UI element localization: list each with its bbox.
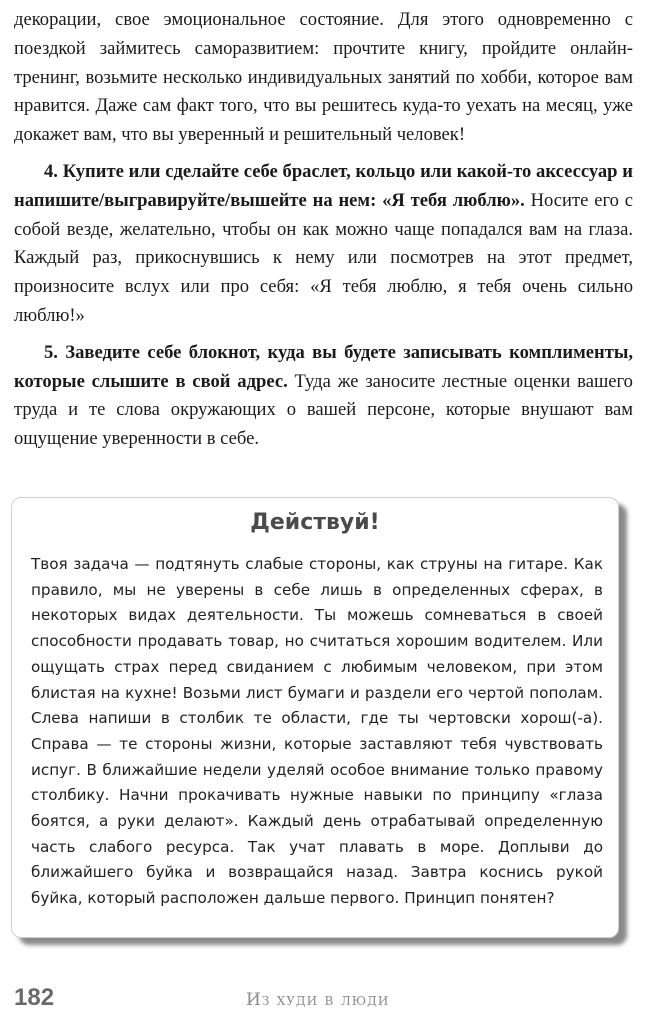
callout-title: Действуй!	[250, 510, 380, 535]
callout-box	[11, 497, 619, 938]
list-item-4	[14, 158, 633, 331]
running-title: Из худи в люди	[246, 990, 390, 1010]
list-item-4-text: Носите его с собой везде, желательно, чтобы он как можно чаще попадался вам на глаза. Каждый раз, прикоснувшись к нему или посмотрев на этот предмет, произносите вслух или про себя: «Я тебя люблю, я тебя очень сильно люблю!»	[14, 189, 633, 326]
callout-text: Твоя задача — подтянуть слабые стороны, как струны на гитаре. Как правило, мы не уверены в себе лишь в определенных сферах, в некоторых видах деятельности. Ты можешь сомневаться в своей способности продавать товар, но считаться хорошим водителем. Или ощущать страх перед свиданием с любимым человеком, при этом блистая на кухне! Возьми лист бумаги и раздели его чертой пополам. Слева напиши в столбик те области, где ты чертовски хорош(-а). Справа — те стороны жизни, которые заставляют тебя чувствовать испуг. В ближайшие недели уделяй особое внимание только правому столбику. Начни прокачивать нужные навыки по принципу «глаза боятся, а руки делают». Каждый день отрабатывай определенную часть слабого ресурса. Так учат плавать в море. Доплыви до ближайшего буйка и возвращайся назад. Завтра коснись рукой буйка, который расположен дальше первого. Принцип понятен?	[31, 555, 603, 908]
list-item-4-heading: 4. Купите или сделайте себе браслет, кольцо или какой-то аксессуар и напишите/выгравируйте/вышейте на нем: «Я тебя люблю».	[14, 160, 633, 211]
list-item-5	[14, 339, 633, 454]
list-item-5-heading: 5. Заведите себе блокнот, куда вы будете записывать комплименты, которые слышите в свой адрес.	[14, 341, 633, 392]
list-item-5-text: Туда же заносите лестные оценки вашего труда и те слова окружающих о вашей персоне, которые внушают вам ощущение уверенности в себе.	[14, 370, 633, 450]
page-number: 182	[14, 984, 55, 1011]
main-text	[14, 6, 633, 454]
paragraph-continuation: декорации, свое эмоциональное состояние. Для этого одновременно с поездкой займитесь саморазвитием: прочтите книгу, пройдите онлайн-тренинг, возьмите несколько индивидуальных занятий по хобби, которое вам нравится. Даже сам факт того, что вы решитесь куда-то уехать на месяц, уже докажет вам, что вы уверенный и решительный человек!	[14, 9, 633, 146]
